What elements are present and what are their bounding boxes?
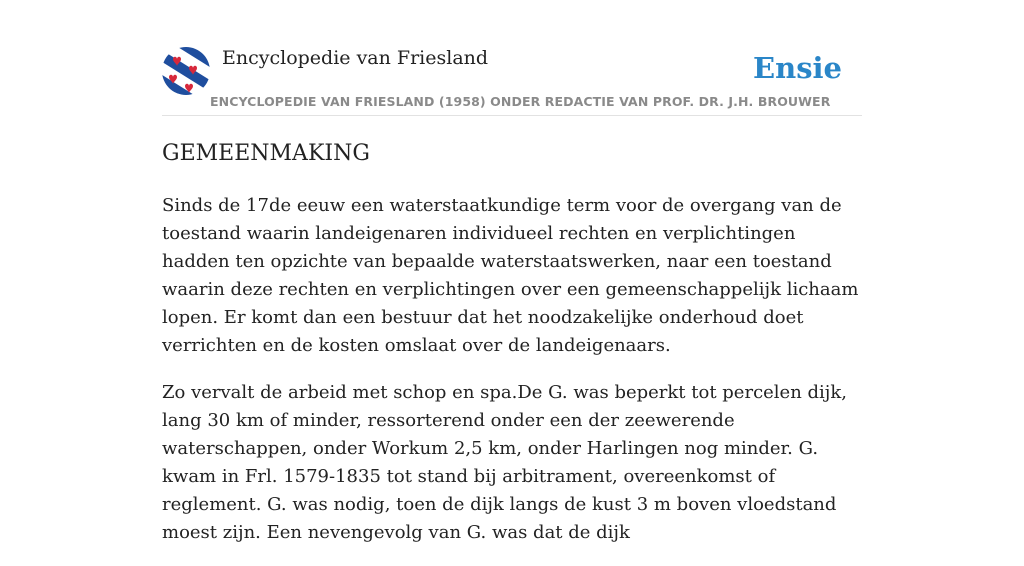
article-paragraph: Zo vervalt de arbeid met schop en spa.De G. was beperkt tot percelen dijk, lang 30 km of minder, ressorterend onder een der zeewerende waterschappen, onder Workum 2,5 km, onder Harlingen nog minder. G. kwam in Frl. 1579-1835 tot stand bij arbitrament, overeenkomst of reglement. G. was nodig, toen de dijk langs de kust 3 m boven vloedstand moest zijn. Een nevengevolg van G. was dat de dijk — [162, 382, 848, 543]
article-body — [162, 192, 864, 566]
site-title[interactable]: Encyclopedie van Friesland — [222, 47, 489, 69]
article-title: GEMEENMAKING — [162, 141, 370, 166]
ensie-logo-link[interactable]: Ensie — [753, 51, 842, 85]
frisian-flag-icon[interactable] — [162, 47, 210, 95]
site-header — [162, 44, 862, 116]
article-paragraph: Sinds de 17de eeuw een waterstaatkundige term voor de overgang van de toestand waarin landeigenaren individueel rechten en verplichtingen hadden ten opzichte van bepaalde waterstaatswerken, naar een toestand waarin deze rechten en verplichtingen over een gemeenschappelijk lichaam lopen. Er komt dan een bestuur dat het noodzakelijke onderhoud doet verrichten en de kosten omslaat over de landeigenaars. — [162, 195, 859, 356]
site-subtitle: ENCYCLOPEDIE VAN FRIESLAND (1958) ONDER REDACTIE VAN PROF. DR. J.H. BROUWER — [210, 94, 831, 109]
